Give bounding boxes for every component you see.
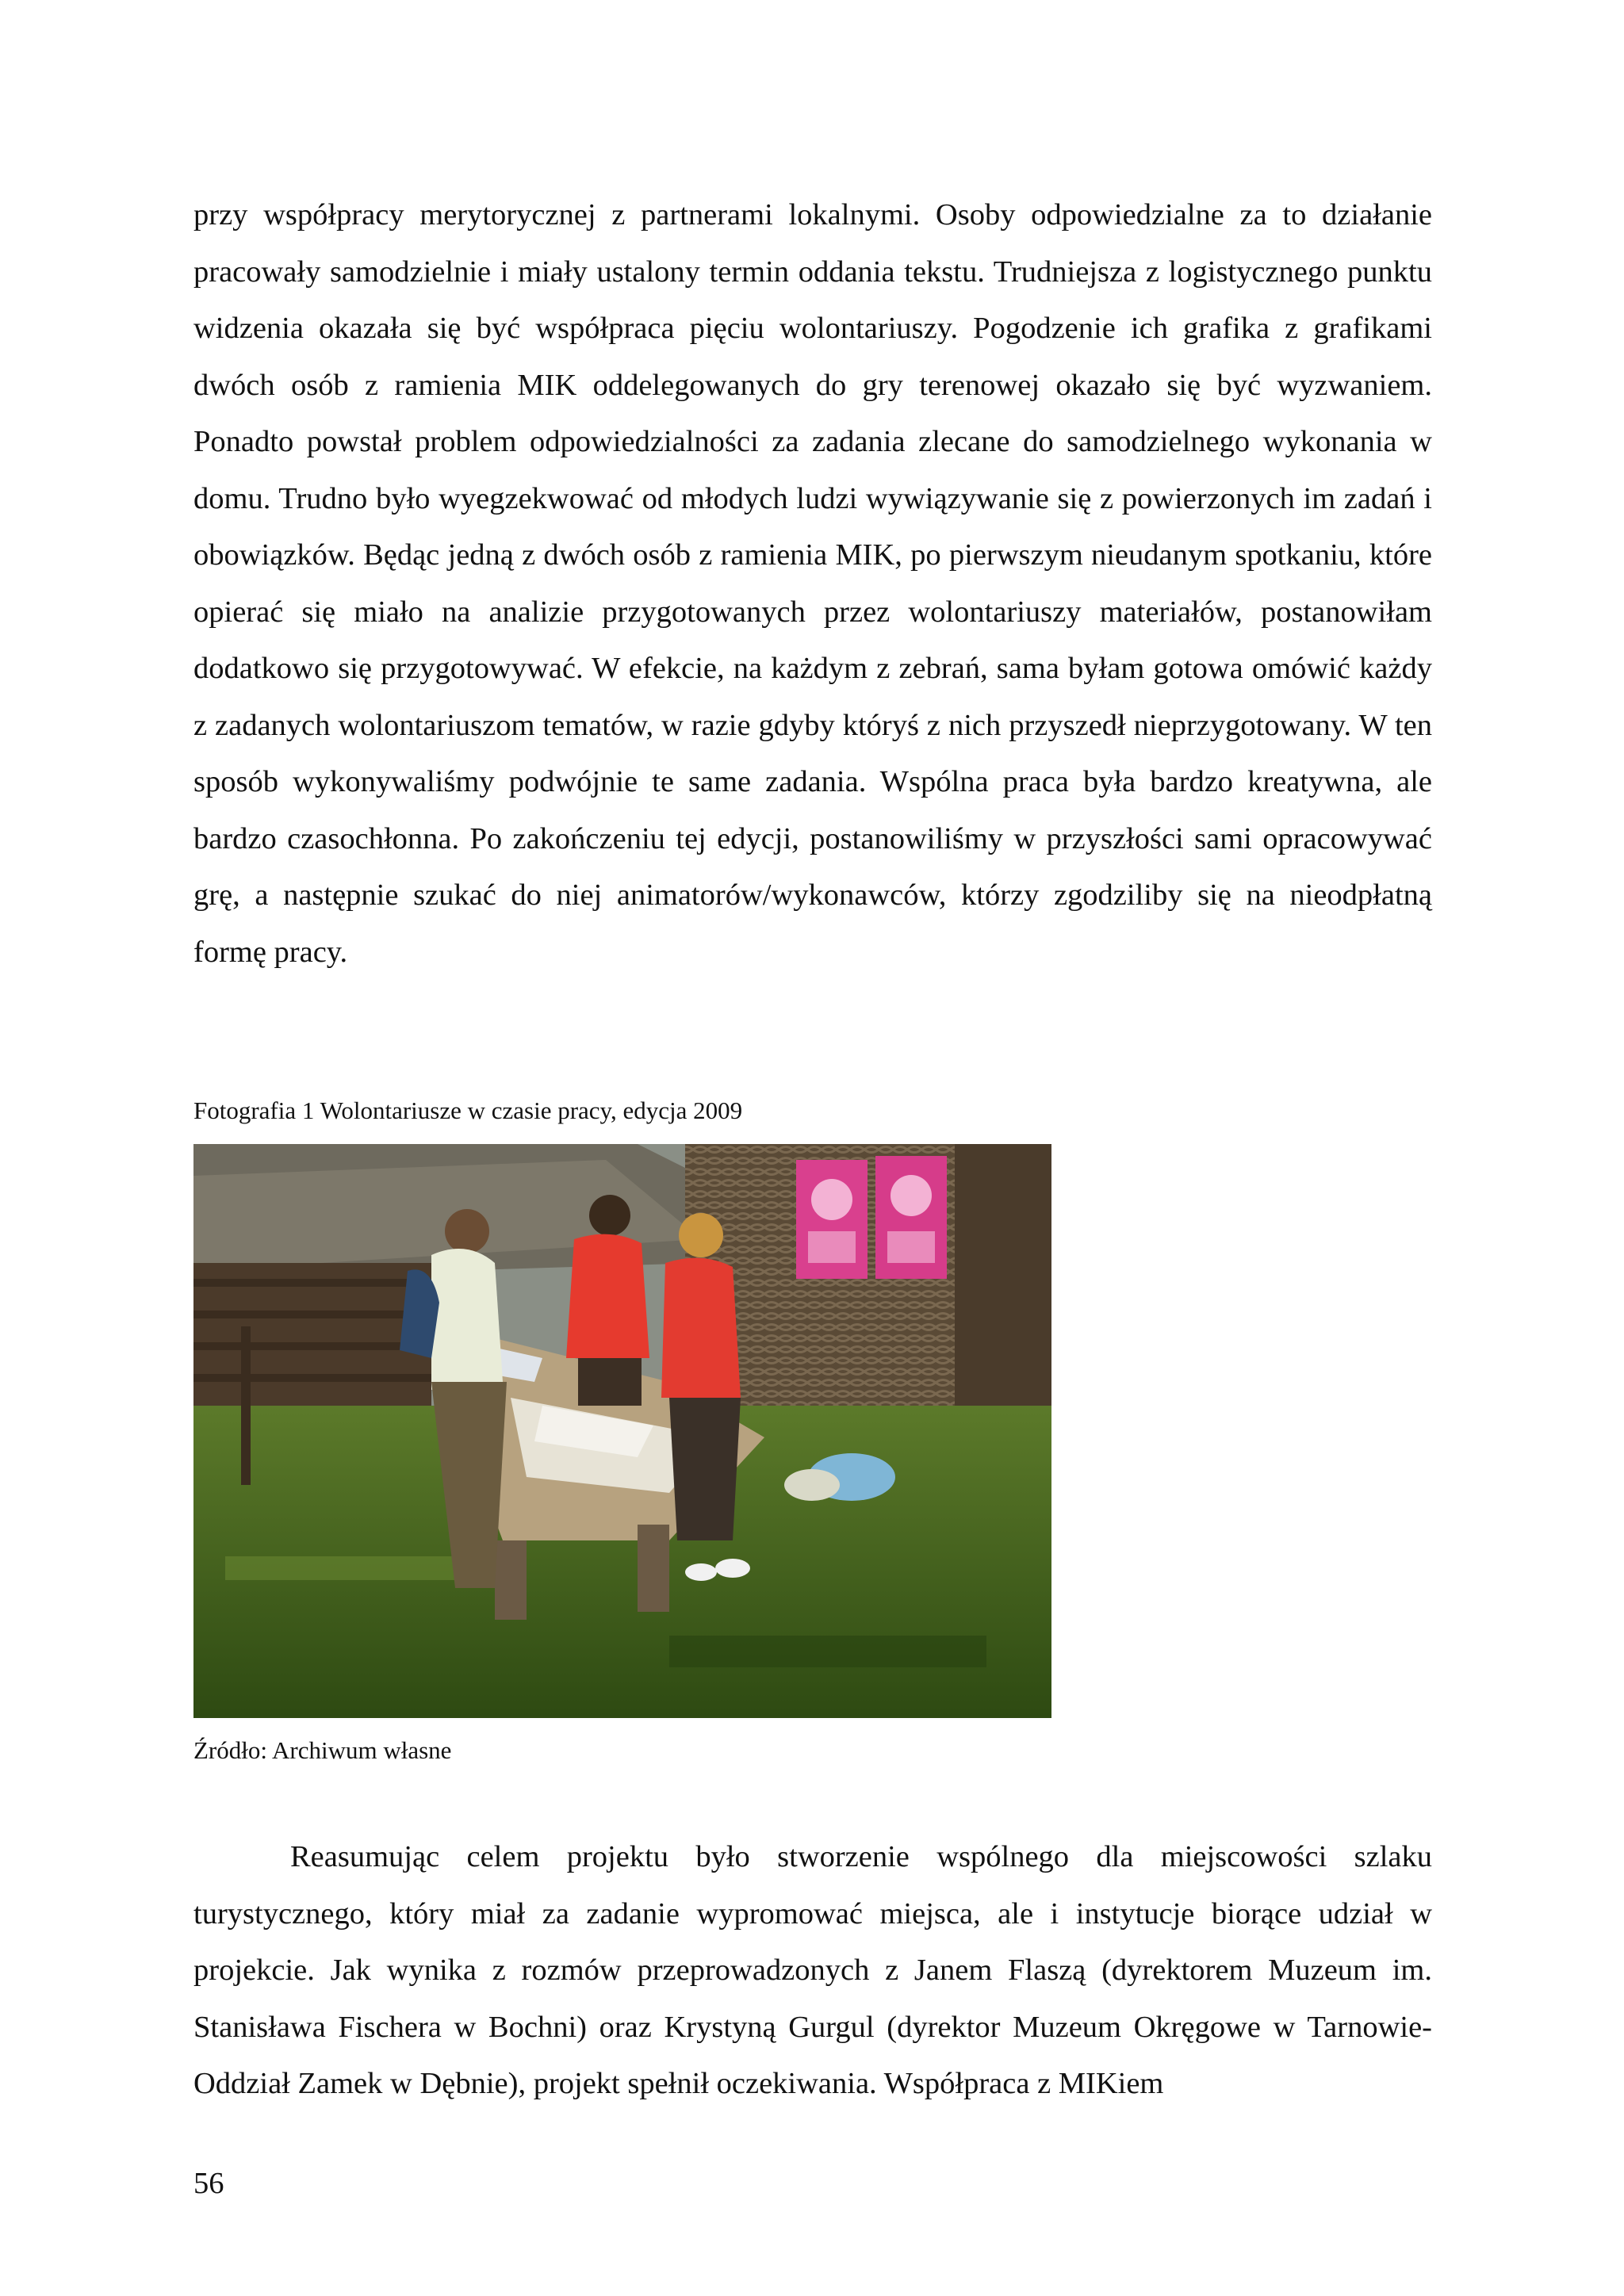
figure-caption: Fotografia 1 Wolontariusze w czasie pracy, edycja 2009 (193, 1096, 743, 1124)
volunteers-photo-illustration (193, 1144, 1051, 1718)
figure-source: Źródło: Archiwum własne (193, 1736, 452, 1764)
body-paragraph-2: Reasumując celem projektu było stworzenie wspólnego dla miejscowości szlaku turystycznego, który miał za zadanie wypromować miejsca, ale i instytucje biorące udział w projekcie. Jak wynika z rozmów przeprowadzonych z Janem Flaszą (dyrektorem Muzeum im. Stanisława Fischera w Bochni) oraz Krystyną Gurgul (dyrektor Muzeum Okręgowe w Tarnowie- Oddział Zamek w Dębnie), projekt spełnił oczekiwania. Współpraca z MIKiem (193, 1840, 1432, 2100)
body-paragraph-1: przy współpracy merytorycznej z partnerami lokalnymi. Osoby odpowiedzialne za to działanie pracowały samodzielnie i miały ustalony termin oddania tekstu. Trudniejsza z logistycznego punktu widzenia okazała się być współpraca pięciu wolontariuszy. Pogodzenie ich grafika z grafikami dwóch osób z ramienia MIK oddelegowanych do gry terenowej okazało się być wyzwaniem. Ponadto powstał problem odpowiedzialności za zadania zlecane do samodzielnego wykonania w domu. Trudno było wyegzekwować od młodych ludzi wywiązywanie się z powierzonych im zadań i obowiązków. Będąc jedną z dwóch osób z ramienia MIK, po pierwszym nieudanym spotkaniu, które opierać się miało na analizie przygotowanych przez wolontariuszy materiałów, postanowiłam dodatkowo się przygotowywać. W efekcie, na każdym z zebrań, sama byłam gotowa omówić każdy z zadanych wolontariuszom tematów, w razie gdyby któryś z nich przyszedł nieprzygotowany. W ten sposób wykonywaliśmy podwójnie te same zadania. Wspólna praca była bardzo kreatywna, ale bardzo czasochłonna. Po zakończeniu tej edycji, postanowiliśmy w przyszłości sami opracowywać grę, a następnie szukać do niej animatorów/wykonawców, którzy zgodziliby się na nieodpłatną formę pracy. (193, 198, 1432, 969)
page-number: 56 (193, 2167, 224, 2200)
volunteers-photo (193, 1144, 1051, 1718)
